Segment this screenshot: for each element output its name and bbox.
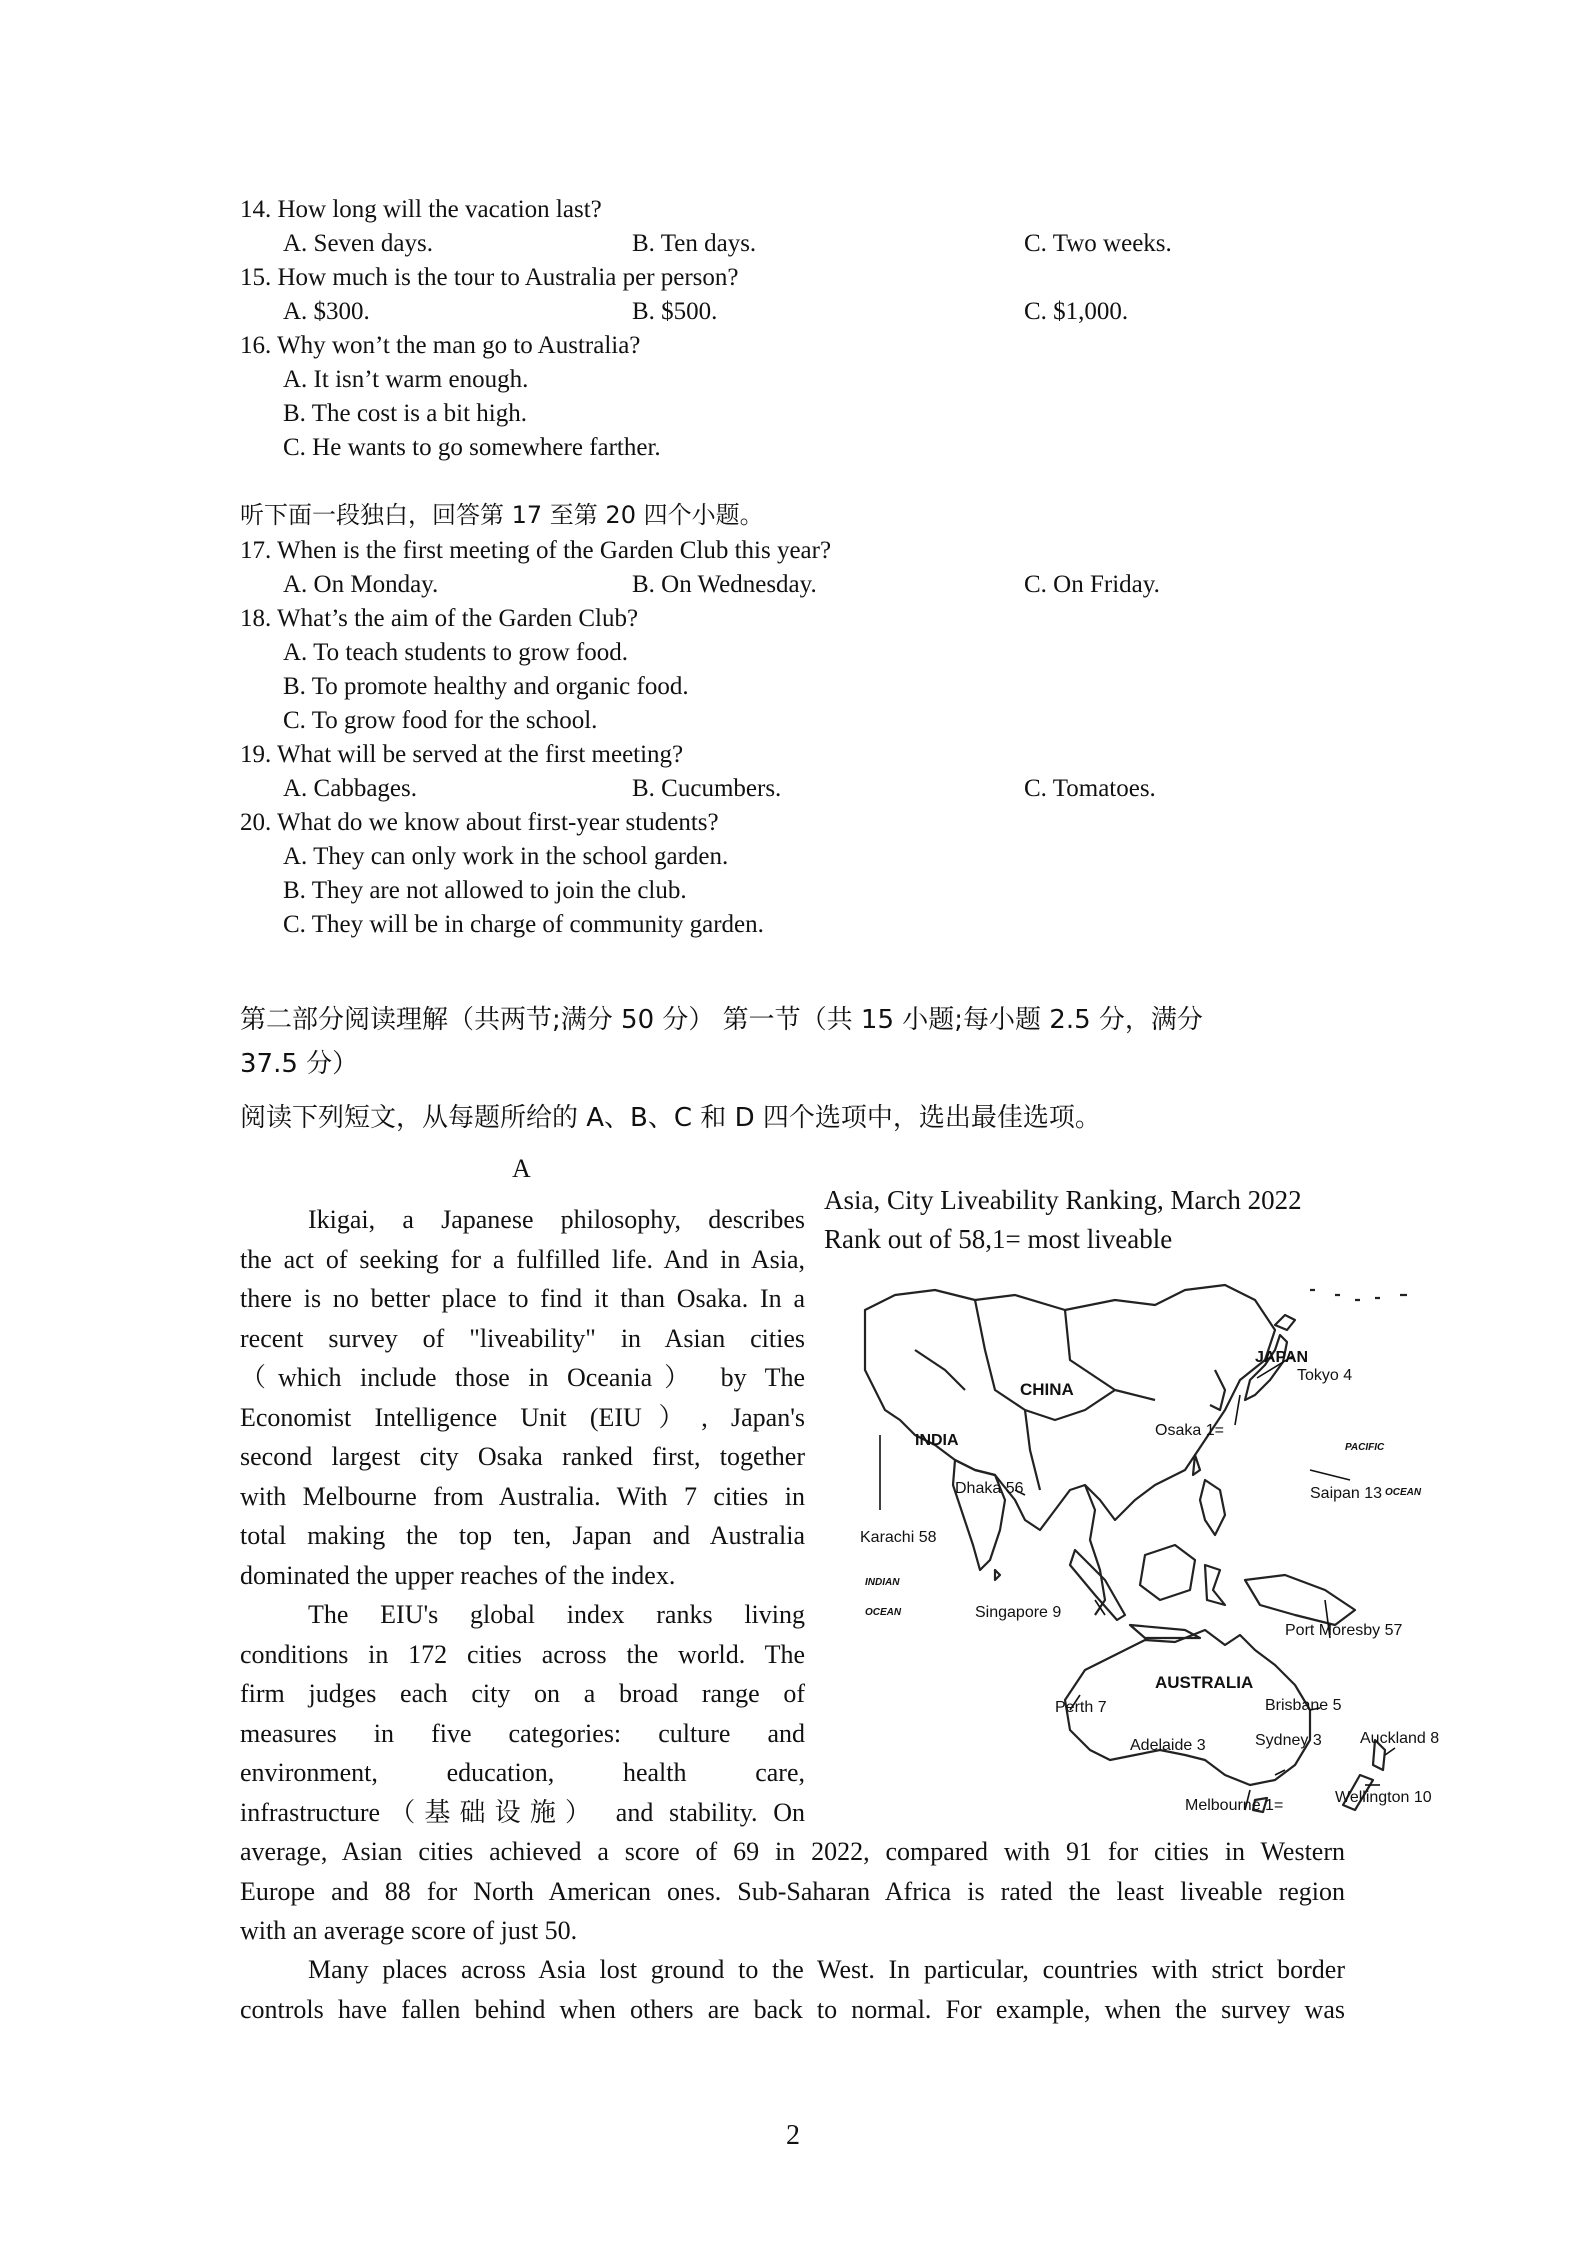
- p2-full-line: with an average score of just 50.: [240, 1916, 578, 1945]
- figure-title: Asia, City Liveability Ranking, March 2022: [824, 1185, 1302, 1215]
- p3-line: Many places across Asia lost ground to the West. In particular, countries with strict border: [308, 1955, 1345, 1984]
- map-city-adelaide: Adelaide 3: [1130, 1737, 1206, 1754]
- map-label-indian: INDIAN: [865, 1577, 900, 1588]
- question-14-stem: 14. How long will the vacation last?: [240, 196, 602, 223]
- map-city-brisbane: Brisbane 5: [1265, 1697, 1342, 1714]
- question-18-option-a: A. To teach students to grow food.: [283, 639, 628, 666]
- japan-outline: [1245, 1335, 1287, 1400]
- passage-paragraph-2-cont: [240, 1832, 1345, 1951]
- p1-line: total making the top ten, Japan and Australia: [240, 1521, 805, 1550]
- p1-line: dominated the upper reaches of the index.: [240, 1560, 676, 1590]
- passage-paragraph-1: [240, 1200, 805, 1595]
- p3-line: controls have fallen behind when others are back to normal. For example, when the survey was: [240, 1994, 1345, 2024]
- question-17-stem: 17. When is the first meeting of the Garden Club this year?: [240, 537, 832, 564]
- passage-paragraph-3: [240, 1950, 1345, 2029]
- question-16-option-b: B. The cost is a bit high.: [283, 400, 527, 427]
- p1-line: the act of seeking for a fulfilled life. And in Asia,: [240, 1244, 805, 1274]
- p2-full-line: average, Asian cities achieved a score of 69 in 2022, compared with 91 for cities in Western: [240, 1837, 1345, 1866]
- listening-instruction: 听下面一段独白，回答第 17 至第 20 四个小题。: [240, 501, 764, 529]
- question-17-option-b: B. On Wednesday.: [632, 571, 817, 598]
- map-label-china: CHINA: [1020, 1380, 1074, 1399]
- asia-oceania-map-svg: [855, 1270, 1455, 1820]
- question-15-option-a: A. $300.: [283, 298, 370, 325]
- map-city-karachi: Karachi 58: [860, 1529, 937, 1546]
- question-16-option-c: C. He wants to go somewhere farther.: [283, 434, 661, 461]
- reading-section-header: 第二部分阅读理解（共两节;满分 50 分） 第一节（共 15 小题;每小题 2.5 分，满分: [240, 1005, 1203, 1035]
- map-city-sydney: Sydney 3: [1255, 1732, 1322, 1749]
- map-label-pacific: PACIFIC: [1345, 1442, 1385, 1453]
- question-16-option-a: A. It isn’t warm enough.: [283, 366, 529, 393]
- page-number: 2: [786, 2120, 800, 2151]
- p1-line: recent survey of "liveability" in Asian cities: [240, 1323, 805, 1353]
- p2-line: firm judges each city on a broad range of: [240, 1679, 805, 1708]
- p2-full-line: Europe and 88 for North American ones. Sub-Saharan Africa is rated the least liveable region: [240, 1876, 1345, 1906]
- question-19-option-b: B. Cucumbers.: [632, 775, 782, 802]
- question-18-option-b: B. To promote healthy and organic food.: [283, 673, 689, 700]
- map-city-osaka: Osaka 1=: [1155, 1422, 1224, 1439]
- question-14-option-b: B. Ten days.: [632, 230, 757, 257]
- passage-paragraph-2: [240, 1595, 805, 1832]
- p1-line: there is no better place to find it than Osaka. In a: [240, 1284, 805, 1313]
- new-guinea-outline: [1245, 1575, 1355, 1625]
- map-city-wellington: Wellington 10: [1335, 1789, 1432, 1806]
- question-20-option-b: B. They are not allowed to join the club.: [283, 877, 687, 904]
- figure-subtitle: Rank out of 58,1= most liveable: [824, 1224, 1173, 1254]
- liveability-map: [855, 1270, 1455, 1820]
- p2-line: conditions in 172 cities across the world. The: [240, 1639, 805, 1669]
- question-17-option-c: C. On Friday.: [1024, 571, 1160, 598]
- question-19-option-c: C. Tomatoes.: [1024, 775, 1156, 802]
- map-label-australia: AUSTRALIA: [1155, 1673, 1254, 1692]
- question-14-option-a: A. Seven days.: [283, 230, 433, 257]
- question-17-option-a: A. On Monday.: [283, 571, 439, 598]
- map-label-india: INDIA: [915, 1432, 959, 1449]
- question-15-stem: 15. How much is the tour to Australia per person?: [240, 264, 739, 291]
- map-city-port-moresby: Port Moresby 57: [1285, 1622, 1403, 1639]
- p1-line: with Melbourne from Australia. With 7 cities in: [240, 1481, 805, 1511]
- map-city-melbourne: Melbourne 1=: [1185, 1797, 1284, 1814]
- question-18-option-c: C. To grow food for the school.: [283, 707, 598, 734]
- reading-section-header-cont: 37.5 分）: [240, 1049, 359, 1079]
- philippines-outline: [1200, 1480, 1225, 1535]
- question-15-option-b: B. $500.: [632, 298, 718, 325]
- question-20-option-a: A. They can only work in the school garden.: [283, 843, 729, 870]
- map-label-ocean-indian: OCEAN: [865, 1607, 902, 1618]
- p1-line: （which include those in Oceania） by The: [240, 1363, 805, 1392]
- question-18-stem: 18. What’s the aim of the Garden Club?: [240, 605, 639, 632]
- map-city-tokyo: Tokyo 4: [1297, 1367, 1353, 1384]
- map-city-perth: Perth 7: [1055, 1699, 1107, 1716]
- borneo-outline: [1140, 1545, 1195, 1600]
- p2-line: infrastructure（基础设施） and stability. On: [240, 1797, 805, 1827]
- question-20-option-c: C. They will be in charge of community garden.: [283, 911, 764, 938]
- question-19-stem: 19. What will be served at the first meeting?: [240, 741, 684, 768]
- p2-line: measures in five categories: culture and: [240, 1718, 805, 1748]
- map-label-japan: JAPAN: [1255, 1349, 1309, 1366]
- question-19-option-a: A. Cabbages.: [283, 775, 417, 802]
- map-city-singapore: Singapore 9: [975, 1604, 1062, 1621]
- question-15-option-c: C. $1,000.: [1024, 298, 1129, 325]
- map-city-dhaka: Dhaka 56: [955, 1480, 1024, 1497]
- question-20-stem: 20. What do we know about first-year students?: [240, 809, 719, 836]
- p2-line: The EIU's global index ranks living: [308, 1600, 805, 1629]
- question-16-stem: 16. Why won’t the man go to Australia?: [240, 332, 641, 359]
- p1-line: Ikigai, a Japanese philosophy, describes: [308, 1205, 805, 1234]
- p2-line: environment, education, health care,: [240, 1758, 805, 1787]
- map-city-auckland: Auckland 8: [1360, 1730, 1440, 1747]
- map-city-saipan: Saipan 13: [1310, 1485, 1383, 1502]
- reading-instruction: 阅读下列短文，从每题所给的 A、B、C 和 D 四个选项中，选出最佳选项。: [240, 1103, 1101, 1133]
- question-14-option-c: C. Two weeks.: [1024, 230, 1172, 257]
- p1-line: second largest city Osaka ranked first, together: [240, 1442, 805, 1471]
- map-label-ocean-pacific: OCEAN: [1385, 1487, 1422, 1498]
- p1-line: Economist Intelligence Unit (EIU）, Japan's: [240, 1402, 805, 1432]
- passage-letter: A: [512, 1154, 531, 1183]
